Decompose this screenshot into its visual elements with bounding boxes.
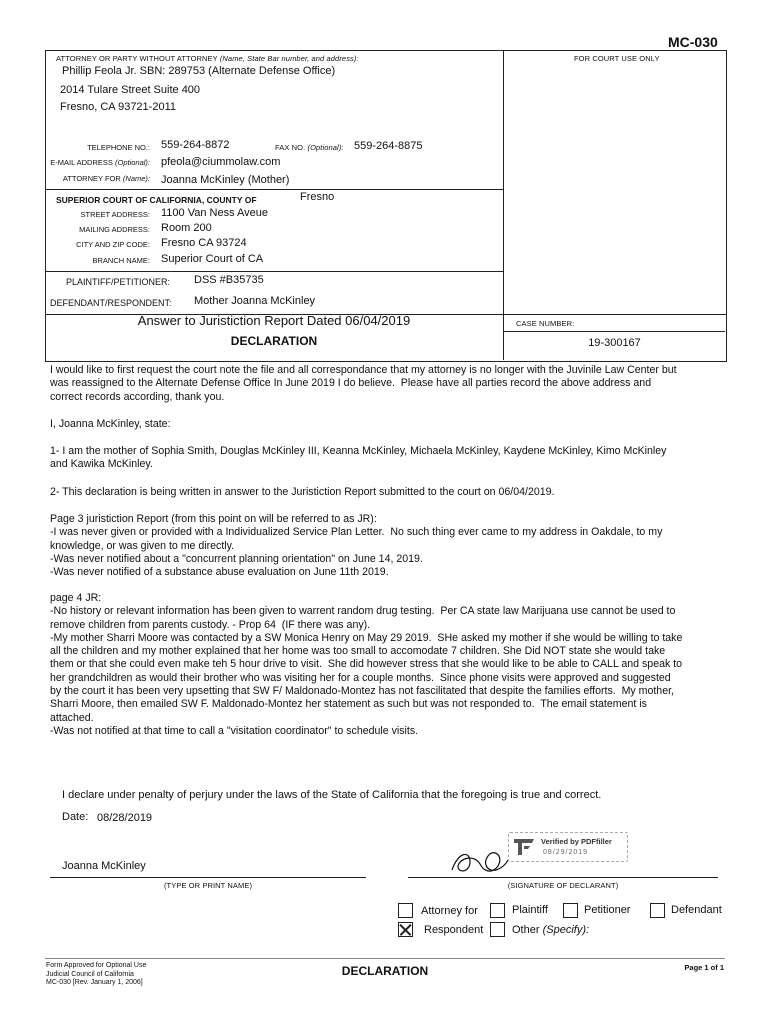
printed-name: Joanna McKinley bbox=[62, 860, 146, 872]
respondent-checkbox[interactable] bbox=[398, 922, 413, 937]
street-label: STREET ADDRESS: bbox=[80, 210, 150, 219]
signature-image bbox=[448, 844, 512, 878]
branch-label: BRANCH NAME: bbox=[92, 256, 150, 265]
caption-divider bbox=[503, 50, 504, 314]
defendant-value: Mother Joanna McKinley bbox=[194, 295, 316, 307]
attorney-label: ATTORNEY OR PARTY WITHOUT ATTORNEY (Name, State Bar number, and address): bbox=[56, 54, 359, 63]
attorney-for-label: Attorney for bbox=[421, 905, 478, 917]
perjury-statement: I declare under penalty of perjury under the laws of the State of California that the foregoing is true and correct. bbox=[62, 789, 602, 801]
email-label: E-MAIL ADDRESS (Optional): bbox=[50, 158, 150, 167]
footer-line-2: Judicial Council of California bbox=[46, 970, 134, 978]
court-use-label: FOR COURT USE ONLY bbox=[574, 54, 660, 63]
branch-value: Superior Court of CA bbox=[161, 253, 264, 265]
body-paragraph-1: I would like to first request the court note the file and all correspondance that my attorney is no longer with the Juvinile Law Center but was reassigned to the Alternate Defense Office In June 2019 I do believe. Please have all parties record the above address and correct records according, thank you. bbox=[50, 364, 677, 403]
attorney-section-rule bbox=[45, 189, 504, 190]
document-title: Answer to Juristiction Report Dated 06/04/2019 bbox=[137, 313, 411, 328]
court-county: Fresno bbox=[300, 191, 335, 203]
defendant-checkbox[interactable] bbox=[650, 903, 665, 918]
case-number-label: CASE NUMBER: bbox=[516, 319, 575, 328]
petitioner-checkbox-label: Petitioner bbox=[584, 904, 631, 916]
fax-label: FAX NO. (Optional): bbox=[275, 143, 344, 152]
date-label: Date: bbox=[62, 811, 89, 823]
plaintiff-checkbox[interactable] bbox=[490, 903, 505, 918]
telephone-value: 559-264-8872 bbox=[161, 139, 230, 151]
defendant-checkbox-label: Defendant bbox=[671, 904, 722, 916]
case-number-rule bbox=[504, 331, 725, 332]
document-type: DECLARATION bbox=[230, 334, 318, 348]
pdffiller-logo-icon bbox=[513, 838, 535, 856]
signature-line bbox=[408, 877, 718, 878]
form-id: MC-030 bbox=[668, 34, 718, 50]
footer-title: DECLARATION bbox=[341, 964, 429, 978]
signature-label: (SIGNATURE OF DECLARANT) bbox=[507, 881, 619, 890]
attorney-for-value: Joanna McKinley (Mother) bbox=[161, 174, 290, 186]
defendant-label: DEFENDANT/RESPONDENT: bbox=[50, 298, 172, 308]
attorney-name: Phillip Feola Jr. SBN: 289753 (Alternate Defense Office) bbox=[62, 65, 336, 77]
email-value: pfeola@ciummolaw.com bbox=[161, 156, 281, 168]
mailing-label: MAILING ADDRESS: bbox=[79, 225, 150, 234]
footer-page-number: Page 1 of 1 bbox=[684, 963, 724, 972]
verification-stamp bbox=[508, 832, 628, 862]
footer-line-1: Form Approved for Optional Use bbox=[46, 962, 147, 969]
petitioner-checkbox[interactable] bbox=[563, 903, 578, 918]
other-checkbox-label: Other (Specify): bbox=[512, 924, 590, 936]
other-checkbox[interactable] bbox=[490, 922, 505, 937]
attorney-address-1: 2014 Tulare Street Suite 400 bbox=[60, 84, 201, 96]
body-paragraph-4: 2- This declaration is being written in answer to the Juristiction Report submitted to the court on 06/04/2019. bbox=[50, 486, 555, 498]
respondent-checkbox-label: Respondent bbox=[424, 924, 484, 936]
attorney-for-label: ATTORNEY FOR (Name): bbox=[62, 174, 150, 183]
printed-name-line bbox=[50, 877, 366, 878]
fax-value: 559-264-8875 bbox=[354, 140, 423, 152]
court-section-rule bbox=[45, 271, 504, 272]
city-value: Fresno CA 93724 bbox=[161, 237, 247, 249]
case-number-value: 19-300167 bbox=[588, 337, 641, 349]
telephone-label: TELEPHONE NO.: bbox=[87, 143, 150, 152]
stamp-title: Verified by PDFfiller bbox=[541, 837, 612, 846]
plaintiff-label: PLAINTIFF/PETITIONER: bbox=[66, 277, 171, 287]
footer-rule bbox=[45, 958, 725, 959]
body-paragraph-3: 1- I am the mother of Sophia Smith, Douglas McKinley III, Keanna McKinley, Michaela McKinley, Kaydene McKinley, Kimo McKinley and Kawika McKinley. bbox=[50, 445, 667, 471]
stamp-date: 08/29/2019 bbox=[543, 849, 589, 856]
court-title: SUPERIOR COURT OF CALIFORNIA, COUNTY OF bbox=[56, 195, 257, 205]
body-paragraph-5: Page 3 juristiction Report (from this point on will be referred to as JR): -I was never given or provided with a Individualized Service Plan Letter. No such thing ever came to my address in Oakdale, to my knowledge, or was given to me directly. -Was never notified about a "concurrent planning orientation" on June 14, 2019. -Was never notified of a substance abuse evaluation on June 11th 2019. bbox=[50, 513, 663, 579]
date-value: 08/28/2019 bbox=[97, 812, 153, 824]
plaintiff-value: DSS #B35735 bbox=[194, 274, 264, 286]
city-label: CITY AND ZIP CODE: bbox=[76, 240, 150, 249]
body-paragraph-2: I, Joanna McKinley, state: bbox=[50, 418, 171, 430]
footer-line-3: MC-030 [Rev. January 1, 2006] bbox=[46, 979, 143, 986]
type-or-print-label: (TYPE OR PRINT NAME) bbox=[163, 881, 253, 890]
attorney-address-2: Fresno, CA 93721-2011 bbox=[60, 101, 176, 113]
street-value: 1100 Van Ness Aveue bbox=[161, 207, 269, 219]
body-paragraph-6: page 4 JR: -No history or relevant information has been given to warrent random drug testing. Per CA state law Marijuana use cannot be used to remove children from parents custody. - Prop 64 (IF there was any). -My mother Sharri Moore was contacted by a SW Monica Henry on May 29 2019. SHe asked my mother if she would be willing to take all the children and my mother explained that her home was too small to accomodate 7 children. She Did NOT state she would take them or that she could even make teh 5 hour drive to visit. She did however stress that she would like to be able to CALL and speak to her grandchildren as would their brother who was visiting her for a couple months. Since phone visits were approved and suggested by the court it has been very upsetting that SW F/ Maldonado-Montez has not fascilitated that despite the families efforts. My mother, Sharri Moore, then emailed SW F. Maldonado-Montez her statement as such but was not responded to. The email statement is attached. -Was not notified at that time to call a "visitation coordinator" to schedule visits. bbox=[50, 592, 683, 737]
attorney-for-checkbox[interactable] bbox=[398, 903, 413, 918]
plaintiff-checkbox-label: Plaintiff bbox=[512, 904, 548, 916]
mailing-value: Room 200 bbox=[161, 222, 212, 234]
